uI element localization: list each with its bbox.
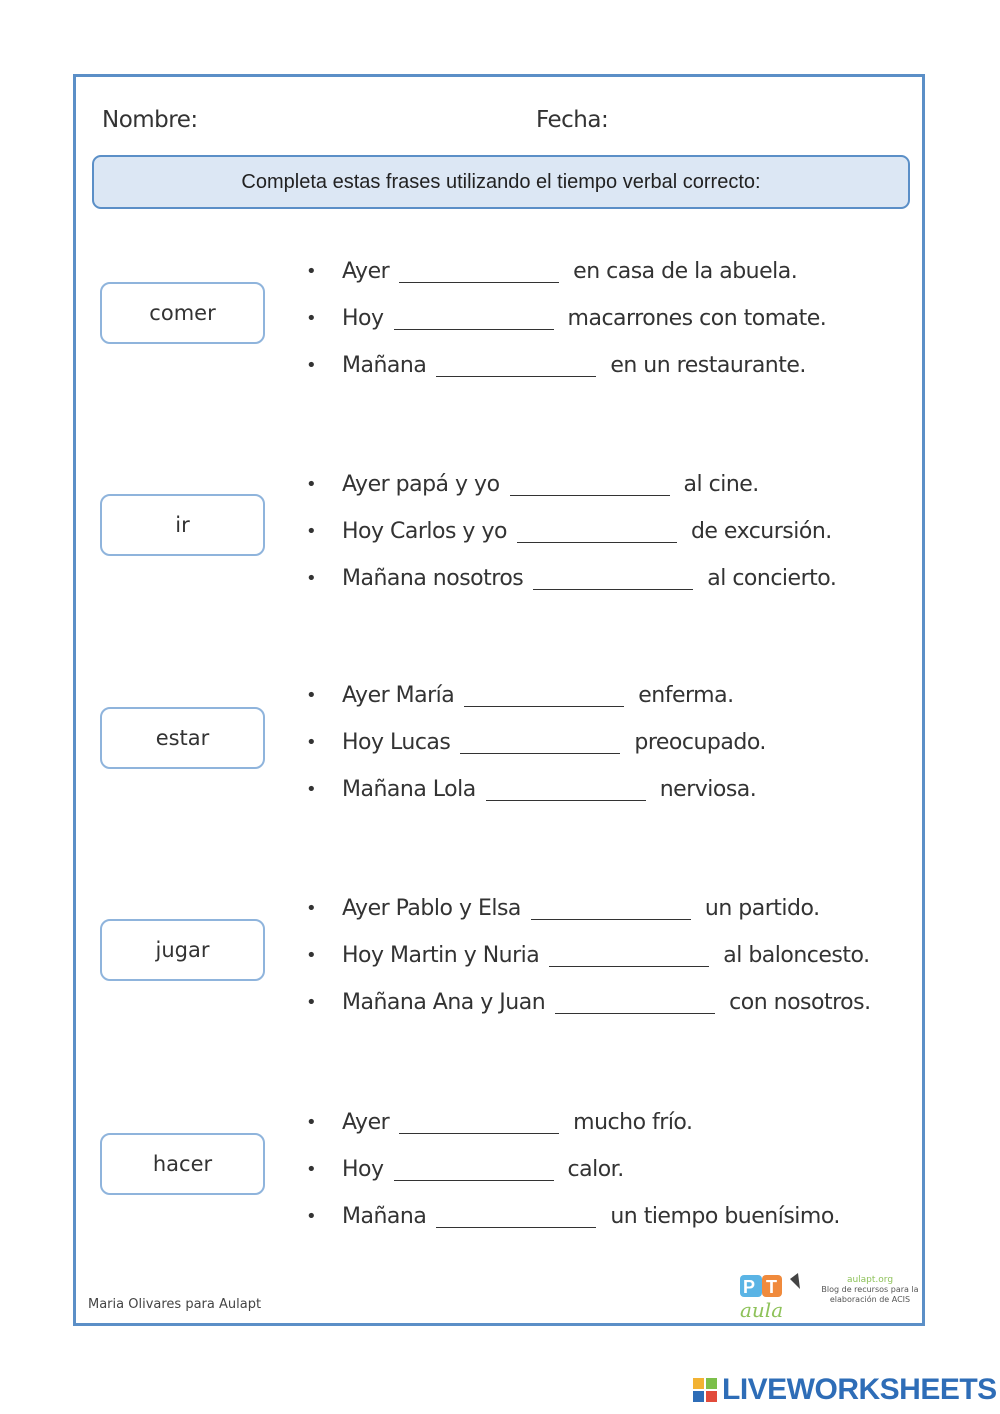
bullet-icon: • [306, 992, 317, 1013]
answer-blank[interactable] [531, 897, 691, 920]
instructions-text: Completa estas frases utilizando el tiempo verbal correcto: [241, 170, 761, 193]
sentence-item [306, 672, 886, 719]
sentence-start: Hoy Martin y Nuria [342, 943, 540, 968]
sentence-item [306, 342, 886, 389]
sentence-item [306, 248, 886, 295]
bullet-icon: • [306, 568, 317, 589]
sentence-item [306, 979, 886, 1026]
bullet-icon: • [306, 308, 317, 329]
bullet-icon: • [306, 261, 317, 282]
svg-text:T: T [766, 1277, 777, 1297]
bullet-icon: • [306, 779, 317, 800]
logo-caption-text: Blog de recursos para la elaboración de ACIS [821, 1285, 919, 1304]
sentence-item [306, 1193, 886, 1240]
sentence-start: Ayer [342, 259, 390, 284]
name-label: Nombre: [102, 107, 198, 133]
bullet-icon: • [306, 945, 317, 966]
sentence-start: Mañana nosotros [342, 566, 524, 591]
worksheet-page [73, 74, 925, 1326]
date-label: Fecha: [536, 107, 609, 133]
verb-box-hacer [100, 1133, 265, 1195]
sentence-start: Ayer Pablo y Elsa [342, 896, 521, 921]
answer-blank[interactable] [464, 684, 624, 707]
answer-blank[interactable] [399, 1111, 559, 1134]
liveworksheets-logo-icon [692, 1377, 718, 1403]
sentence-start: Hoy Lucas [342, 730, 451, 755]
bullet-icon: • [306, 521, 317, 542]
answer-blank[interactable] [436, 1205, 596, 1228]
sentence-start: Ayer papá y yo [342, 472, 500, 497]
sentence-start: Hoy [342, 1157, 384, 1182]
answer-blank[interactable] [486, 778, 646, 801]
answer-blank[interactable] [436, 354, 596, 377]
sentence-list-ir [306, 461, 886, 602]
bullet-icon: • [306, 732, 317, 753]
sentence-item [306, 1146, 886, 1193]
liveworksheets-brand[interactable] [692, 1373, 997, 1407]
sentence-end: un tiempo buenísimo. [610, 1204, 840, 1229]
verb-label: hacer [152, 1152, 213, 1176]
answer-blank[interactable] [555, 991, 715, 1014]
sentence-item [306, 766, 886, 813]
verb-box-estar [100, 707, 265, 769]
sentence-item [306, 719, 886, 766]
sentence-end: al concierto. [707, 566, 837, 591]
sentence-item [306, 885, 886, 932]
sentence-end: un partido. [704, 896, 820, 921]
sentence-start: Hoy [342, 306, 384, 331]
answer-blank[interactable] [510, 473, 670, 496]
sentence-end: en un restaurante. [610, 353, 806, 378]
sentence-start: Mañana [342, 353, 427, 378]
answer-blank[interactable] [533, 567, 693, 590]
sentence-end: con nosotros. [729, 990, 871, 1015]
answer-blank[interactable] [549, 944, 709, 967]
sentence-list-hacer [306, 1099, 886, 1240]
bullet-icon: • [306, 898, 317, 919]
sentence-end: nerviosa. [659, 777, 757, 802]
sentence-end: al baloncesto. [723, 943, 870, 968]
verb-box-comer [100, 282, 265, 344]
sentence-item [306, 1099, 886, 1146]
svg-text:aula: aula [740, 1298, 784, 1322]
instructions-banner [92, 155, 910, 209]
bullet-icon: • [306, 1112, 317, 1133]
sentence-start: Mañana Ana y Juan [342, 990, 546, 1015]
bullet-icon: • [306, 474, 317, 495]
verb-label: comer [149, 301, 216, 325]
sentence-end: macarrones con tomate. [567, 306, 827, 331]
sentence-end: enferma. [638, 683, 734, 708]
sentence-item [306, 295, 886, 342]
bullet-icon: • [306, 1206, 317, 1227]
logo-site: aulapt.org [846, 1275, 894, 1285]
sentence-start: Ayer María [342, 683, 455, 708]
answer-blank[interactable] [394, 307, 554, 330]
pt-aula-logo-icon [734, 1269, 814, 1325]
svg-text:P: P [743, 1277, 756, 1297]
answer-blank[interactable] [399, 260, 559, 283]
sentence-list-comer [306, 248, 886, 389]
sentence-item [306, 555, 886, 602]
sentence-item [306, 508, 886, 555]
bullet-icon: • [306, 1159, 317, 1180]
sentence-end: de excursión. [690, 519, 832, 544]
sentence-start: Mañana [342, 1204, 427, 1229]
sentence-end: calor. [567, 1157, 624, 1182]
answer-blank[interactable] [394, 1158, 554, 1181]
answer-blank[interactable] [517, 520, 677, 543]
verb-label: jugar [155, 938, 210, 962]
author-credit: Maria Olivares para Aulapt [88, 1297, 262, 1312]
sentence-end: al cine. [683, 472, 759, 497]
verb-label: ir [175, 513, 190, 537]
bullet-icon: • [306, 355, 317, 376]
sentence-start: Hoy Carlos y yo [342, 519, 507, 544]
logo-caption [816, 1275, 924, 1305]
sentence-list-estar [306, 672, 886, 813]
sentence-end: mucho frío. [573, 1110, 693, 1135]
sentence-item [306, 461, 886, 508]
bullet-icon: • [306, 685, 317, 706]
verb-label: estar [155, 726, 210, 750]
answer-blank[interactable] [460, 731, 620, 754]
verb-box-jugar [100, 919, 265, 981]
sentence-end: preocupado. [634, 730, 766, 755]
sentence-start: Mañana Lola [342, 777, 476, 802]
liveworksheets-wordmark: LIVEWORKSHEETS [722, 1373, 997, 1406]
verb-box-ir [100, 494, 265, 556]
sentence-item [306, 932, 886, 979]
sentence-end: en casa de la abuela. [573, 259, 798, 284]
sentence-list-jugar [306, 885, 886, 1026]
sentence-start: Ayer [342, 1110, 390, 1135]
